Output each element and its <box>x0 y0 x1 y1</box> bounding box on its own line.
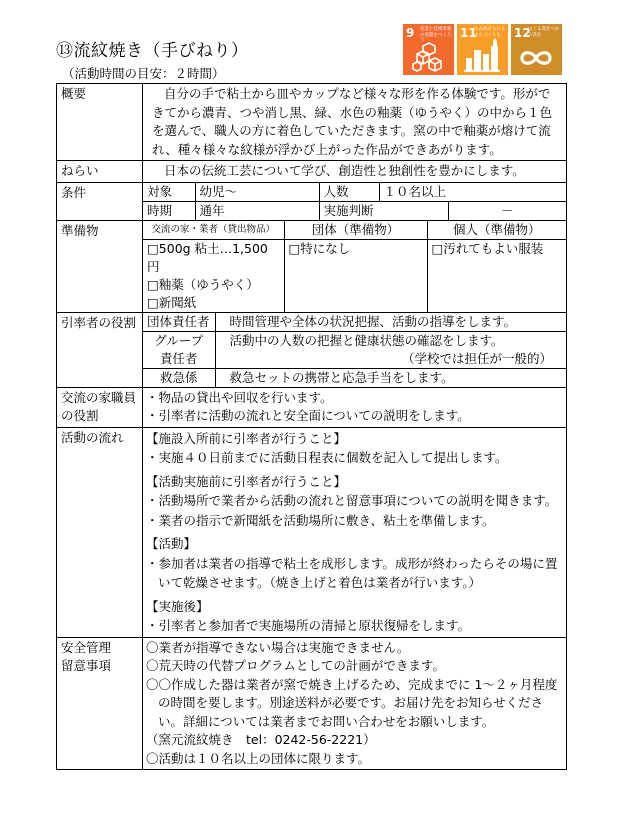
role-group: グループ 責任者 <box>143 331 215 368</box>
aim-text: 日本の伝統工芸について学び、創造性と独創性を豊かにします。 <box>143 161 567 183</box>
leaders-label: 引率者の役割 <box>57 312 143 387</box>
list-item: ・活動場所で業者から活動の流れと留意事項についての説明を聞きます。 <box>146 493 558 508</box>
sdg-number: 12 <box>514 26 531 40</box>
list-item: 〇活動は１０名以上の団体に限ります。 <box>146 750 371 766</box>
preparation-table <box>143 221 566 312</box>
list-item: ・実施４０日前までに活動日程表に個数を記入して提出します。 <box>146 450 508 465</box>
list-item: ・引率者に活動の流れと安全面についての説明をします。 <box>146 408 470 423</box>
list-item: ・物品の貸出や回収を行います。 <box>146 389 333 405</box>
safety-row <box>57 637 567 770</box>
conditions-table <box>143 183 566 220</box>
flow-heading: 【施設入所前に引率者が行うこと】 <box>146 430 347 446</box>
overview-label: 概要 <box>57 84 143 161</box>
list-item: 〇荒天時の代替プログラムとしての計画ができます。 <box>146 658 445 673</box>
sdg-number: 11 <box>460 26 477 40</box>
flow-heading: 【活動】 <box>146 536 197 551</box>
list-item: 〇業者が指導できない場合は実施できません。 <box>146 639 410 655</box>
activity-duration: （活動時間の目安：２時間） <box>62 66 225 81</box>
target-value: 幼児〜 <box>195 183 319 202</box>
staff-label: 交流の家職員 の役割 <box>57 387 143 427</box>
flow-heading: 【活動実施前に引率者が行うこと】 <box>146 473 347 489</box>
sdg-text: 住み続けられるまちづくりを <box>474 27 506 38</box>
overview-text: 自分の手で粘土から皿やカップなど様々な形を作る体験です。形ができてから濃青、つや消し黒、緑、水色の釉薬（ゆうやく）の中から１色を選んで、職人の方に着色していただきます。窯の中で釉薬が熔けて流れ、種々様々な紋様が浮かび上がった作品ができあがります。 <box>143 84 567 161</box>
aim-row <box>57 161 567 183</box>
contact-info: （窯元流紋焼き tel：0242-56-2221） <box>146 732 376 747</box>
sdg-number: 9 <box>406 26 415 40</box>
judge-value: － <box>448 201 566 220</box>
judge-label: 実施判断 <box>319 201 448 220</box>
aim-label: ねらい <box>57 161 143 183</box>
role-leader-desc: 時間管理や全体の状況把握、活動の指導をします。 <box>215 313 566 332</box>
sdg-text: 産業と技術革新の基盤をつくろう <box>420 27 452 43</box>
flow-heading: 【実施後】 <box>146 598 209 614</box>
sdg-badge-9 <box>403 24 454 75</box>
role-group-desc: 活動中の人数の把握と健康状態の確認をします。 （学校では担任が一般的） <box>215 331 566 368</box>
prep-individual-items <box>427 239 566 312</box>
prep-header-facility: 交流の家・業者（貸出物品） <box>143 221 284 240</box>
role-first-aid: 救急係 <box>143 368 215 387</box>
role-first-aid-desc: 救急セットの携帯と応急手当をします。 <box>215 368 566 387</box>
safety-items <box>143 637 567 770</box>
list-item: ・業者の指示で新聞紙を活動場所に敷き、粘土を準備します。 <box>146 512 495 528</box>
prep-group-items <box>284 239 427 312</box>
people-value: １０名以上 <box>379 183 566 202</box>
staff-row <box>57 387 567 427</box>
list-item: 〇〇作成した器は業者が窯で焼き上げるため、完成までに 1〜２ヶ月程度の時間を要します。別途送料が必要です。お届け先をお知らせください。詳細については業者までお問い合わせをお願いします。 <box>146 676 558 729</box>
list-item: □新聞紙 <box>147 294 197 310</box>
prep-facility-items <box>143 239 284 312</box>
activity-table <box>56 83 567 770</box>
list-item: □特になし <box>288 240 351 256</box>
safety-label: 安全管理 留意事項 <box>57 637 143 770</box>
sdg-badges <box>403 24 562 75</box>
period-label: 時期 <box>143 201 195 220</box>
leaders-table <box>143 313 566 387</box>
list-item: □汚れてもよい服装 <box>431 240 544 256</box>
period-value: 通年 <box>195 201 319 220</box>
sdg-badge-11 <box>457 24 508 75</box>
list-item: ・引率者と参加者で実施場所の清掃と原状復帰をします。 <box>146 618 471 633</box>
sdg-text: つくる責任つかう責任 <box>528 27 560 38</box>
staff-items <box>143 387 567 427</box>
conditions-row <box>57 182 567 220</box>
prep-header-group: 団体（準備物） <box>284 221 427 240</box>
flow-row <box>57 427 567 637</box>
preparation-label: 準備物 <box>57 220 143 312</box>
flow-label: 活動の流れ <box>57 427 143 637</box>
overview-row <box>57 84 567 161</box>
list-item: □釉薬（ゆうやく） <box>147 276 259 292</box>
target-label: 対象 <box>143 183 195 202</box>
leaders-row <box>57 312 567 387</box>
people-label: 人数 <box>319 183 379 202</box>
flow-content <box>143 427 567 637</box>
conditions-label: 条件 <box>57 182 143 220</box>
list-item: ・参加者は業者の指導で粘土を成形します。成形が終わったらその場に置いて乾燥させます。（焼き上げと着色は業者が行います。） <box>146 555 558 590</box>
preparation-row <box>57 220 567 312</box>
list-item: □500g 粘土…1,500 円 <box>147 240 268 274</box>
prep-header-individual: 個人（準備物） <box>427 221 566 240</box>
role-group-note: （学校では担任が一般的） <box>401 350 552 366</box>
page-title: ⑬流紋焼き（手びねり） <box>56 41 249 61</box>
role-leader: 団体責任者 <box>143 313 215 332</box>
sdg-badge-12 <box>511 24 562 75</box>
